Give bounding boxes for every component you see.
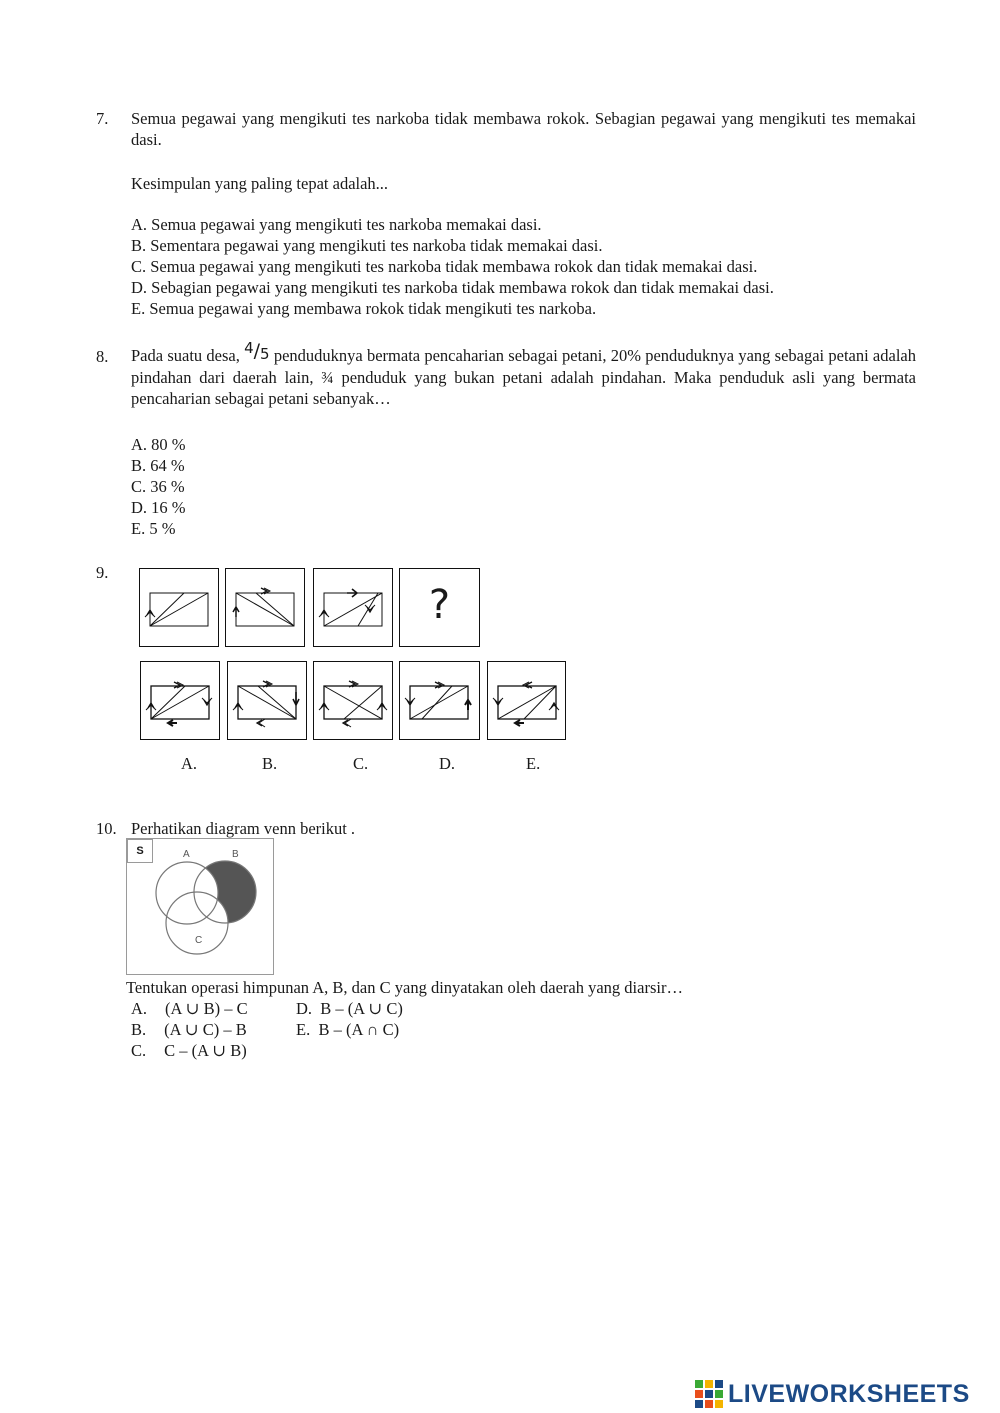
q9-answer-figure-a[interactable] bbox=[140, 661, 220, 740]
q9-answer-label-c: C. bbox=[353, 754, 369, 773]
q8-text-after: penduduknya bermata pencaharian sebagai petani, 20% penduduknya yang sebagai petani adalah pindahan dari daerah lain, ¾ penduduk yang bukan petani adalah pindahan. Maka penduduk asli yang bermata pencaharian sebagai petani sebanyak… bbox=[131, 346, 916, 408]
q7-number: 7. bbox=[96, 109, 109, 128]
q8-text-before: Pada suatu desa, bbox=[131, 346, 240, 365]
q9-answer-label-a: A. bbox=[181, 754, 198, 773]
q9-answer-figure-b[interactable] bbox=[227, 661, 307, 740]
q8-text bbox=[131, 339, 916, 409]
q9-sequence-unknown bbox=[399, 568, 480, 647]
q7-option-e[interactable]: E. Semua pegawai yang membawa rokok tidak mengikuti tes narkoba. bbox=[131, 299, 597, 318]
liveworksheets-logo-icon bbox=[694, 1379, 724, 1409]
q7-option-b[interactable]: B. Sementara pegawai yang mengikuti tes narkoba tidak memakai dasi. bbox=[131, 236, 603, 255]
venn-label-a: A bbox=[183, 849, 190, 860]
q8-option-c[interactable]: C. 36 % bbox=[131, 477, 185, 496]
q10-option-e[interactable]: E. B – (A ∩ C) bbox=[296, 1020, 400, 1039]
question-mark: ? bbox=[428, 582, 451, 628]
q9-sequence-figure-1 bbox=[139, 568, 219, 647]
q9-sequence-figure-2 bbox=[225, 568, 305, 647]
q9-answer-label-d: D. bbox=[439, 754, 456, 773]
q9-answer-figure-d[interactable] bbox=[399, 661, 480, 740]
q9-answer-figure-e[interactable] bbox=[487, 661, 566, 740]
q8-option-a[interactable]: A. 80 % bbox=[131, 435, 186, 454]
q9-answer-label-e: E. bbox=[526, 754, 541, 773]
q7-prompt: Kesimpulan yang paling tepat adalah... bbox=[131, 174, 389, 193]
q9-answer-figure-c[interactable] bbox=[313, 661, 393, 740]
q9-answer-label-b: B. bbox=[262, 754, 278, 773]
q7-text: Semua pegawai yang mengikuti tes narkoba tidak membawa rokok. Sebagian pegawai yang mengikuti tes memakai dasi. bbox=[131, 109, 916, 149]
q10-option-a[interactable]: A. (A ∪ B) – C bbox=[131, 999, 248, 1018]
q10-option-c[interactable]: C. C – (A ∪ B) bbox=[131, 1041, 247, 1060]
q8-option-d[interactable]: D. 16 % bbox=[131, 498, 186, 517]
liveworksheets-logo-text: LIVEWORKSHEETS bbox=[728, 1379, 970, 1408]
q8-option-e[interactable]: E. 5 % bbox=[131, 519, 176, 538]
q9-sequence-figure-3 bbox=[313, 568, 393, 647]
q8-option-b[interactable]: B. 64 % bbox=[131, 456, 185, 475]
q7-option-d[interactable]: D. Sebagian pegawai yang mengikuti tes narkoba tidak membawa rokok dan tidak memakai dasi. bbox=[131, 278, 774, 297]
venn-diagram bbox=[126, 838, 274, 975]
q8-fraction: $^4/_5$ bbox=[244, 339, 270, 363]
q7-option-c[interactable]: C. Semua pegawai yang mengikuti tes narkoba tidak membawa rokok dan tidak memakai dasi. bbox=[131, 257, 758, 276]
q10-prompt: Tentukan operasi himpunan A, B, dan C yang dinyatakan oleh daerah yang diarsir… bbox=[126, 978, 683, 997]
q10-option-b[interactable]: B. (A ∪ C) – B bbox=[131, 1020, 247, 1039]
venn-label-c: C bbox=[195, 935, 203, 946]
q10-number: 10. bbox=[96, 819, 117, 838]
q8-number: 8. bbox=[96, 347, 109, 366]
q7-option-a[interactable]: A. Semua pegawai yang mengikuti tes narkoba memakai dasi. bbox=[131, 215, 542, 234]
q10-text: Perhatikan diagram venn berikut . bbox=[131, 819, 356, 838]
liveworksheets-logo bbox=[694, 1379, 970, 1409]
venn-label-b: B bbox=[232, 849, 239, 860]
q10-option-d[interactable]: D. B – (A ∪ C) bbox=[296, 999, 403, 1018]
q9-number: 9. bbox=[96, 563, 109, 582]
venn-universe-label: S bbox=[127, 839, 153, 863]
